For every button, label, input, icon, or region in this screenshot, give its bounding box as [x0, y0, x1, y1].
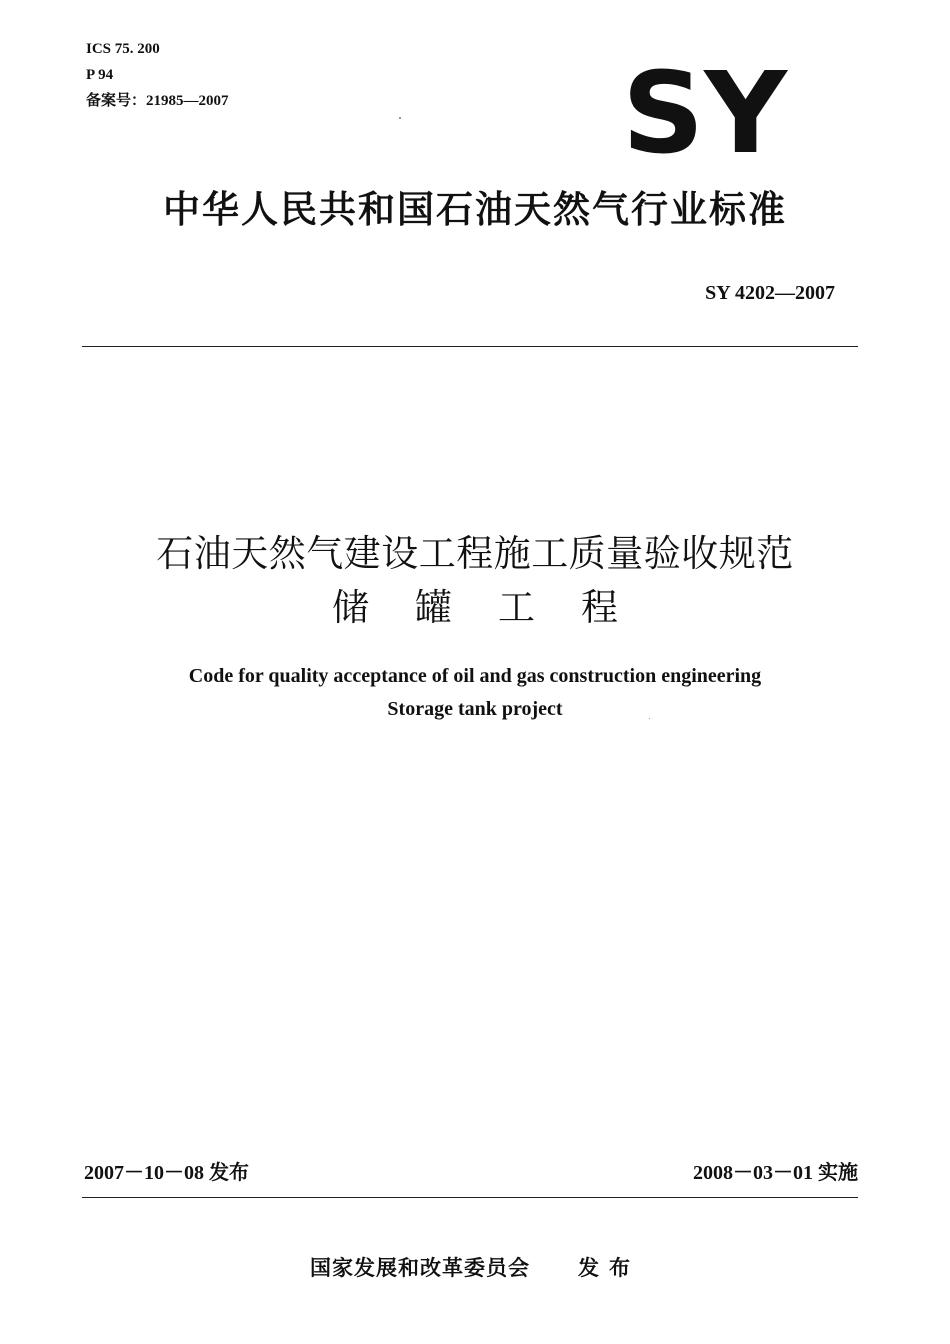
bottom-divider — [82, 1197, 858, 1198]
issuer-action: 发布 — [578, 1256, 640, 1280]
standard-family-heading: 中华人民共和国石油天然气行业标准 — [163, 188, 787, 231]
issue-date: 2007－10－08 发布 — [84, 1162, 249, 1184]
title-chinese-line1: 石油天然气建设工程施工质量验收规范 — [156, 532, 794, 575]
top-divider — [82, 346, 858, 347]
issuer-organization: 国家发展和改革委员会 — [310, 1256, 530, 1280]
ics-code: ICS 75. 200 — [86, 41, 160, 57]
standard-number: SY 4202—2007 — [705, 282, 835, 304]
issuer-line — [0, 1252, 950, 1282]
category-code: P 94 — [86, 67, 114, 83]
record-number: 备案号：21985—2007 — [86, 93, 229, 109]
implementation-date: 2008－03－01 实施 — [693, 1162, 858, 1184]
sy-logo: SY — [622, 49, 788, 179]
scan-speck — [399, 117, 401, 119]
title-chinese-line2: 储罐工程 — [332, 586, 664, 629]
scan-speck — [649, 718, 650, 719]
title-english-line2: Storage tank project — [387, 698, 563, 720]
title-english-line1: Code for quality acceptance of oil and gas construction engineering — [188, 665, 762, 687]
